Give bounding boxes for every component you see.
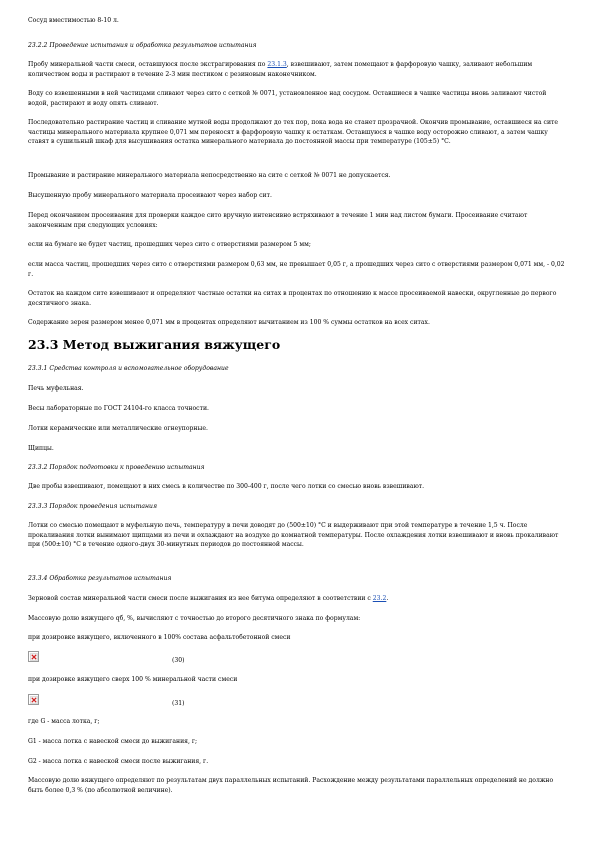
paragraph-sieve-set: Высушенную пробу минерального материала просеивают через набор сит.: [28, 192, 272, 199]
paragraph-burning-procedure: Лотки со смесью помещают в муфельную печь, температуру в печи доводят до (500±10) °С и выдерживают при этой температуре в течение 1,5 ч. После прокаливания лотки вынимают щипцами из печи и охлаждают на воздухе до комнатной температуры. После охлаждения лотки взвешивают и вновь прокаливают при (500±10) °С в течение одного-двух 30-минутных периодов до постоянной массы.: [28, 522, 559, 548]
paragraph-sample-grinding: Пробу минеральной части смеси, оставшуюся после экстрагирования по 23.1.3, взвешивают, затем помещают в фарфоровую чашку, заливают небольшим количеством воды и растирают в течение 2-3 мин пестиком с резиновым наконечником.: [28, 61, 533, 78]
list-item-trays: Лотки керамические или металлические огнеупорные.: [28, 425, 208, 432]
subsection-heading-23-2-2: 23.2.2 Проведение испытания и обработка результатов испытания: [28, 42, 257, 49]
formula-30-broken-image: [28, 651, 39, 662]
paragraph-sieving-check: Перед окончанием просеивания для проверки каждое сито вручную интенсивно встряхивают в течение 1 мин над листом бумаги. Просеивание считают законченным при следующих условиях:: [28, 212, 528, 229]
formula-31-broken-image: [28, 694, 39, 705]
paragraph-repeat-washing: Последовательно растирание частиц и сливание мутной воды продолжают до тех пор, пока вода не станет прозрачной. Окончив промывание, оставшиеся на сите частицы минерального материала крупнее 0,071 мм переносят в фарфоровую чашку к остаткам. Оставшуюся в чашке воду осторожно сливают, а затем чашку ставят в сушильный шкаф для высушивания остатка минерального материала до постоянной массы при температуре (105±5) °С.: [28, 119, 558, 145]
link-23-1-3[interactable]: 23.1.3: [267, 61, 287, 68]
broken-image-icon: [30, 696, 38, 704]
definition-G2: G2 - масса лотка с навеской смеси после выжигания, г.: [28, 758, 209, 765]
definition-G: где G - масса лотка, г;: [28, 718, 100, 725]
paragraph-fine-content: Содержание зерен размером менее 0,071 мм в процентах определяют вычитанием из 100 % суммы остатков на всех ситах.: [28, 319, 430, 326]
paragraph-dosage-included: при дозировке вяжущего, включенного в 100% состава асфальтобетонной смеси: [28, 634, 291, 641]
paragraph-dosage-over: при дозировке вяжущего сверх 100 % минеральной части смеси: [28, 676, 238, 683]
paragraph-weigh-samples: Две пробы взвешивают, помещают в них смесь в количестве по 300-400 г, после чего лотки со смесью вновь взвешивают.: [28, 483, 425, 490]
definition-G1: G1 - масса лотка с навеской смеси до выжигания, г;: [28, 738, 198, 745]
link-23-2[interactable]: 23.2: [372, 595, 387, 602]
paragraph-parallel-tests: Массовую долю вяжущего определяют по результатам двух параллельных испытаний. Расхождение между результатами параллельных определений не должно быть более 0,3 % (по абсолютной величине).: [28, 777, 554, 794]
list-item-tongs: Щипцы.: [28, 445, 54, 452]
paragraph-no-washing-on-sieve: Промывание и растирание минерального материала непосредственно на сите с сеткой № 0071 не допускается.: [28, 172, 391, 179]
subsection-heading-23-3-3: 23.3.3 Порядок проведения испытания: [28, 503, 157, 510]
paragraph-vessel: Сосуд вместимостью 8-10 л.: [28, 17, 119, 24]
paragraph-condition-5mm: если на бумаге не будет частиц, прошедших через сито с отверстиями размером 5 мм;: [28, 241, 311, 248]
equation-number-31: (31): [172, 700, 185, 707]
subsection-heading-23-3-1: 23.3.1 Средства контроля и вспомогательное оборудование: [28, 365, 229, 372]
subsection-heading-23-3-4: 23.3.4 Обработка результатов испытания: [28, 575, 172, 582]
paragraph-water-sieving: Воду со взвешенными в ней частицами сливают через сито с сеткой № 0071, установленное над сосудом. Оставшиеся в чашке частицы вновь заливают чистой водой, растирают и воду опять сливают.: [28, 90, 547, 107]
equation-number-30: (30): [172, 657, 185, 664]
list-item-scales: Весы лабораторные по ГОСТ 24104-го класса точности.: [28, 405, 209, 412]
subsection-heading-23-3-2: 23.3.2 Порядок подготовки к проведению испытания: [28, 464, 205, 471]
paragraph-binder-fraction: Массовую долю вяжущего qб, %, вычисляют с точностью до второго десятичного знака по формулам:: [28, 615, 361, 622]
list-item-furnace: Печь муфельная.: [28, 385, 84, 392]
paragraph-condition-mass: если масса частиц, прошедших через сито с отверстиями размером 0,63 мм, не превышает 0,05 г, а прошедших через сито с отверстиями размером 0,071 мм, - 0,02 г.: [28, 261, 565, 278]
broken-image-icon: [30, 653, 38, 661]
paragraph-grain-composition: Зерновой состав минеральной части смеси после выжигания из нее битума определяют в соответствии с 23.2.: [28, 595, 389, 602]
paragraph-residues: Остаток на каждом сите взвешивают и определяют частные остатки на ситах в процентах по отношению к массе просеиваемой навески, округленные до первого десятичного знака.: [28, 290, 557, 307]
section-heading-23-3: 23.3 Метод выжигания вяжущего: [28, 337, 281, 352]
